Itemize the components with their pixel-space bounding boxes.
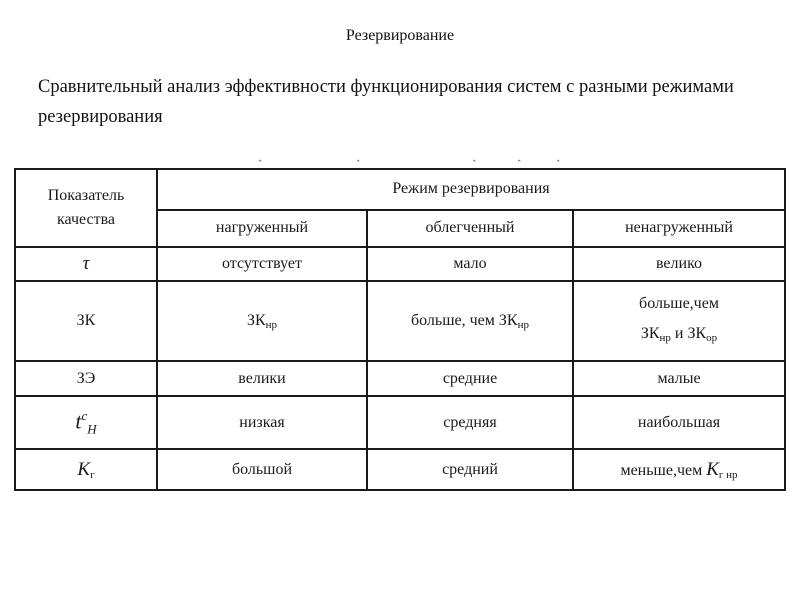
table-cell: средняя <box>367 396 573 449</box>
t-subscript: H <box>87 421 97 437</box>
table-cell: велики <box>157 361 367 396</box>
table-cell: мало <box>367 247 573 282</box>
table-cell: велико <box>573 247 785 282</box>
cell-subscript: ор <box>706 332 718 345</box>
t-superscript: c <box>81 407 88 423</box>
indicator-header <box>15 169 157 247</box>
mode-header: Режим резервирования <box>157 169 785 210</box>
cell-text: больше, чем ЗК <box>411 311 518 329</box>
indicator-header-line1: Показатель <box>47 186 125 204</box>
scan-mark: ˆ <box>556 160 561 170</box>
indicator-header-line2: качества <box>56 210 116 228</box>
table-cell <box>367 281 573 361</box>
comparison-table <box>14 168 786 491</box>
slide-title: Резервирование <box>345 27 455 44</box>
cell-subscript: нр <box>517 318 529 331</box>
cell-text: меньше,чем <box>620 461 707 479</box>
table-cell: низкая <box>157 396 367 449</box>
table-row <box>15 247 785 282</box>
k-subscript: г <box>90 468 95 481</box>
cell-subscript: нр <box>659 332 671 345</box>
t-symbol: t <box>75 407 82 433</box>
scan-mark: ˆ <box>517 160 522 170</box>
mode-light: облегченный <box>367 210 573 247</box>
row-label: ЗК <box>15 281 157 361</box>
table-cell: наибольшая <box>573 396 785 449</box>
mode-loaded: нагруженный <box>157 210 367 247</box>
scan-mark: ˆ <box>356 160 361 170</box>
cell-text-line2 <box>578 319 780 353</box>
kg-symbol <box>15 449 157 490</box>
table-cell: средние <box>367 361 573 396</box>
table-cell: отсутствует <box>157 247 367 282</box>
cell-text: ЗК <box>640 325 660 343</box>
table-cell <box>573 449 785 490</box>
table-cell <box>573 281 785 361</box>
table-row <box>15 396 785 449</box>
k-symbol: K <box>706 458 719 480</box>
table-row <box>15 281 785 361</box>
cell-text: и ЗК <box>670 325 707 343</box>
table-cell: средний <box>367 449 573 490</box>
scan-mark: ˆ <box>472 160 477 170</box>
tau-symbol: τ <box>15 247 157 282</box>
mode-unloaded: ненагруженный <box>573 210 785 247</box>
k-symbol: K <box>77 458 91 480</box>
table-header-row <box>15 169 785 210</box>
scan-mark: ˆ <box>258 160 263 170</box>
table-cell: малые <box>573 361 785 396</box>
intro-text: Сравнительный анализ эффективности функционирования систем с разными режимами резервирования <box>38 77 734 127</box>
table-cell: большой <box>157 449 367 490</box>
table-row <box>15 449 785 490</box>
table-cell <box>157 281 367 361</box>
cell-text: больше,чем <box>639 295 719 313</box>
row-label: ЗЭ <box>15 361 157 396</box>
t-h-symbol <box>15 396 157 449</box>
table-row <box>15 361 785 396</box>
cell-text: ЗК <box>246 311 266 329</box>
cell-subscript: г нр <box>718 468 738 481</box>
cell-subscript: нр <box>265 318 278 331</box>
